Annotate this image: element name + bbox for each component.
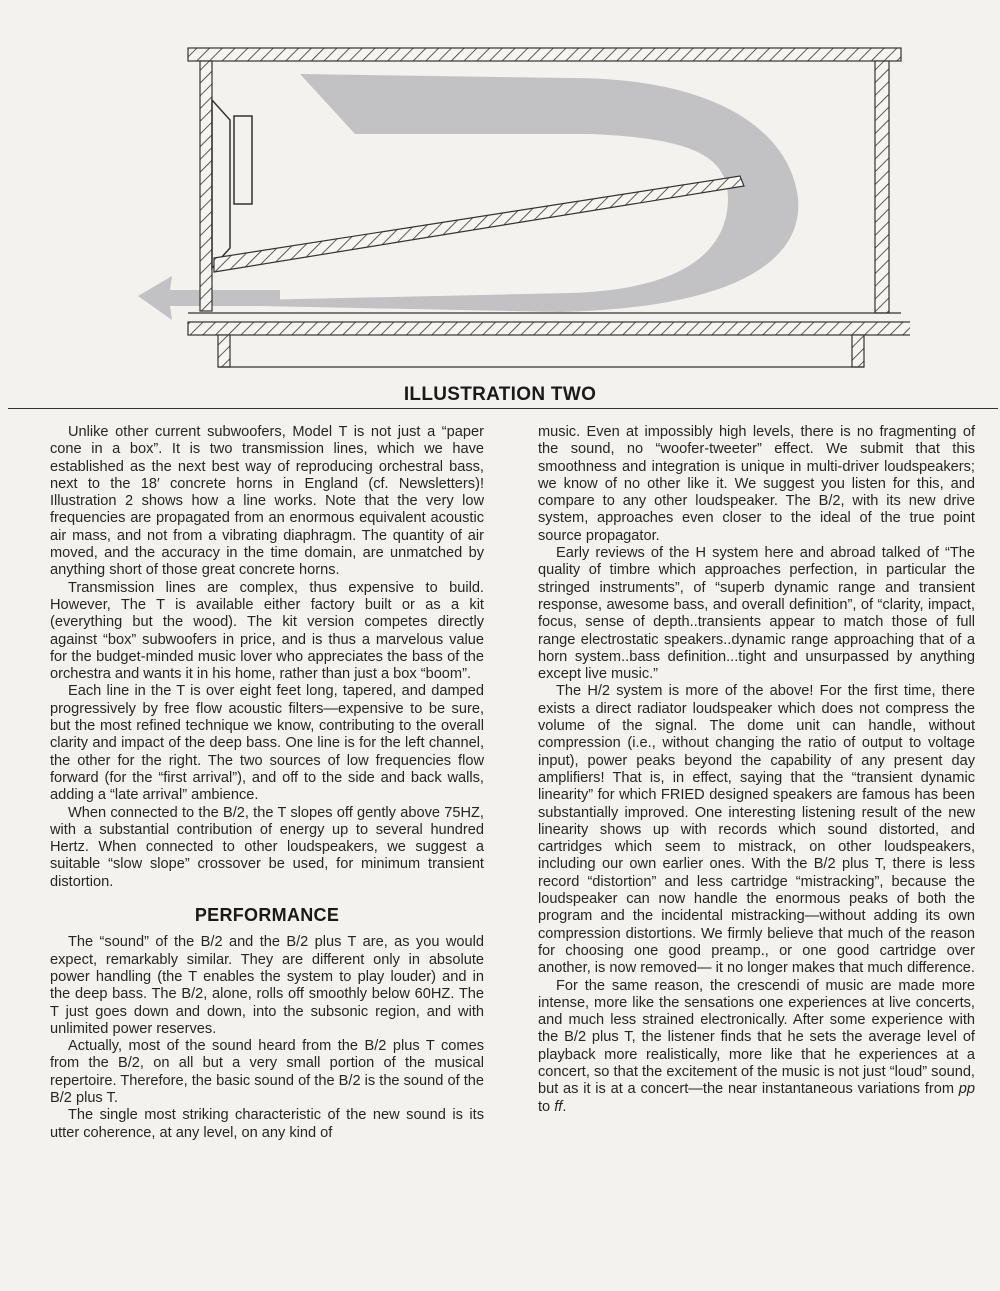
paragraph: [538, 978, 975, 1116]
transmission-line-diagram: [130, 38, 910, 368]
paragraph: When connected to the B/2, the T slopes off gently above 75HZ, with a substantial contribution of energy up to several hundred Hertz. When connected to other loudspeakers, we suggest a suitable “slow slope” crossover be used, for minimum transient distortion.: [50, 804, 484, 890]
base-rear-leg: [852, 335, 864, 367]
paragraph: Early reviews of the H system here and abroad talked of “The quality of timbre which approaches perfection, in particular the stringed instruments”, of “superb dynamic range and transient response, awesome bass, and overall definition”, of “clarity, impact, focus, sense of depth..transients appear to match those of full range electrostatic speakers..dynamic range approaching that of a horn system..bass definition...tight and unsurpassed by anything except live music.”: [538, 545, 975, 683]
paragraph-text: For the same reason, the crescendi of music are made more intense, more like the sensations one experiences at live concerts, and much less strained electronically. After some experience with the B/2 plus T, the listener finds that he sets the average level of playback more realistically, more like that he experiences at a concert, so that the excitement of the music is not just “loud” sound, but as it is at a concert—the near instantaneous variations from: [538, 977, 975, 1098]
paragraph-text: .: [562, 1098, 567, 1115]
rear-wall: [875, 61, 889, 313]
woofer-cone: [212, 100, 230, 268]
front-baffle: [200, 61, 212, 311]
paragraph: Actually, most of the sound heard from the B/2 plus T comes from the B/2, on all but a very small portion of the musical repertoire. Therefore, the basic sound of the B/2 is the sound of the B/2 plus T.: [50, 1038, 484, 1106]
line-divider: [214, 176, 744, 272]
paragraph: The H/2 system is more of the above! For the first time, there exists a direct radiator loudspeaker which does not compress the volume of the signal. The dome unit can handle, without compression (i.e., without changing the ratio of output to voltage input), power peaks beyond the capability of any present day amplifiers! That is, in effect, saying that the “transient dynamic linearity” for which FRIED designed speakers are famous has been substantially improved. One interesting listening result of the new linearity shows up with records which sound distorted, and cartridges which seem to mistrack, on other loudspeakers, including our own earlier ones. With the B/2 plus T, there is less record “distortion” and less cartridge “mistracking”, because the loudspeaker can now handle the enormous peaks of both the program and the incidental mistracking—without adding its own compression distortions. We firmly believe that much of the reason for choosing one good preamp., or one good cartridge over another, is now removed— it no longer makes that much difference.: [538, 683, 975, 977]
paragraph: Unlike other current subwoofers, Model T is not just a “paper cone in a box”. It is two transmission lines, which we have established as the next best way of reproducing orchestral bass, next to the 18′ concrete horns in England (cf. Newsletters)! Illustration 2 shows how a line works. Note that the very low frequencies are propagated from an enormous equivalent acoustic air mass, and not from a vibrating diaphragm. The quantity of air moved, and the accuracy in the time domain, are unmatched by anything short of those great concrete horns.: [50, 424, 484, 579]
dynamic-marking-pp: pp: [958, 1081, 975, 1098]
dynamic-marking-ff: ff: [554, 1098, 563, 1115]
airflow-shape: [255, 74, 798, 312]
divider-rule: [8, 408, 998, 409]
left-column: [50, 424, 484, 1142]
paragraph: music. Even at impossibly high levels, there is no fragmenting of the sound, no “woofer-tweeter” effect. We submit that this smoothness and integration is unique in multi-driver loudspeakers; we know of no other like it. We suggest you listen for this, and compare to any other loudspeaker. The B/2, with its new drive system, approaches even closer to the ideal of the true point source propagator.: [538, 424, 975, 544]
bottom-wall: [188, 322, 910, 335]
woofer-magnet: [234, 116, 252, 204]
paragraph: Transmission lines are complex, thus expensive to build. However, The T is available either factory built or as a kit (everything but the wood). The kit version competes directly against “box” subwoofers in price, and is thus a marvelous value for the budget-minded music lover who appreciates the bass of the orchestra and wants it in his home, rather than just a box “boom”.: [50, 579, 484, 683]
paragraph-text: to: [538, 1098, 555, 1115]
paragraph: Each line in the T is over eight feet long, tapered, and damped progressively by free flow acoustic filters—expensive to be sure, but the most refined technique we know, contributing to the overall clarity and impact of the deep bass. One line is for the left channel, the other for the right. The two sources of low frequencies flow forward (for the “first arrival”), and off to the side and back walls, adding a “late arrival” ambience.: [50, 683, 484, 804]
paragraph: The single most striking characteristic of the new sound is its utter coherence, at any level, on any kind of: [50, 1107, 484, 1141]
paragraph: The “sound” of the B/2 and the B/2 plus T are, as you would expect, remarkably similar. They are different only in absolute power handling (the T enables the system to play louder) and in the deep bass. The B/2, alone, rolls off smoothly below 60HZ. The T just goes down and down, into the subsonic region, and with unlimited power reserves.: [50, 934, 484, 1037]
illustration-title: ILLUSTRATION TWO: [403, 384, 597, 405]
base-front-leg: [218, 335, 230, 367]
right-column: [538, 424, 975, 1116]
top-wall: [188, 48, 901, 61]
section-heading-performance: PERFORMANCE: [194, 905, 340, 926]
